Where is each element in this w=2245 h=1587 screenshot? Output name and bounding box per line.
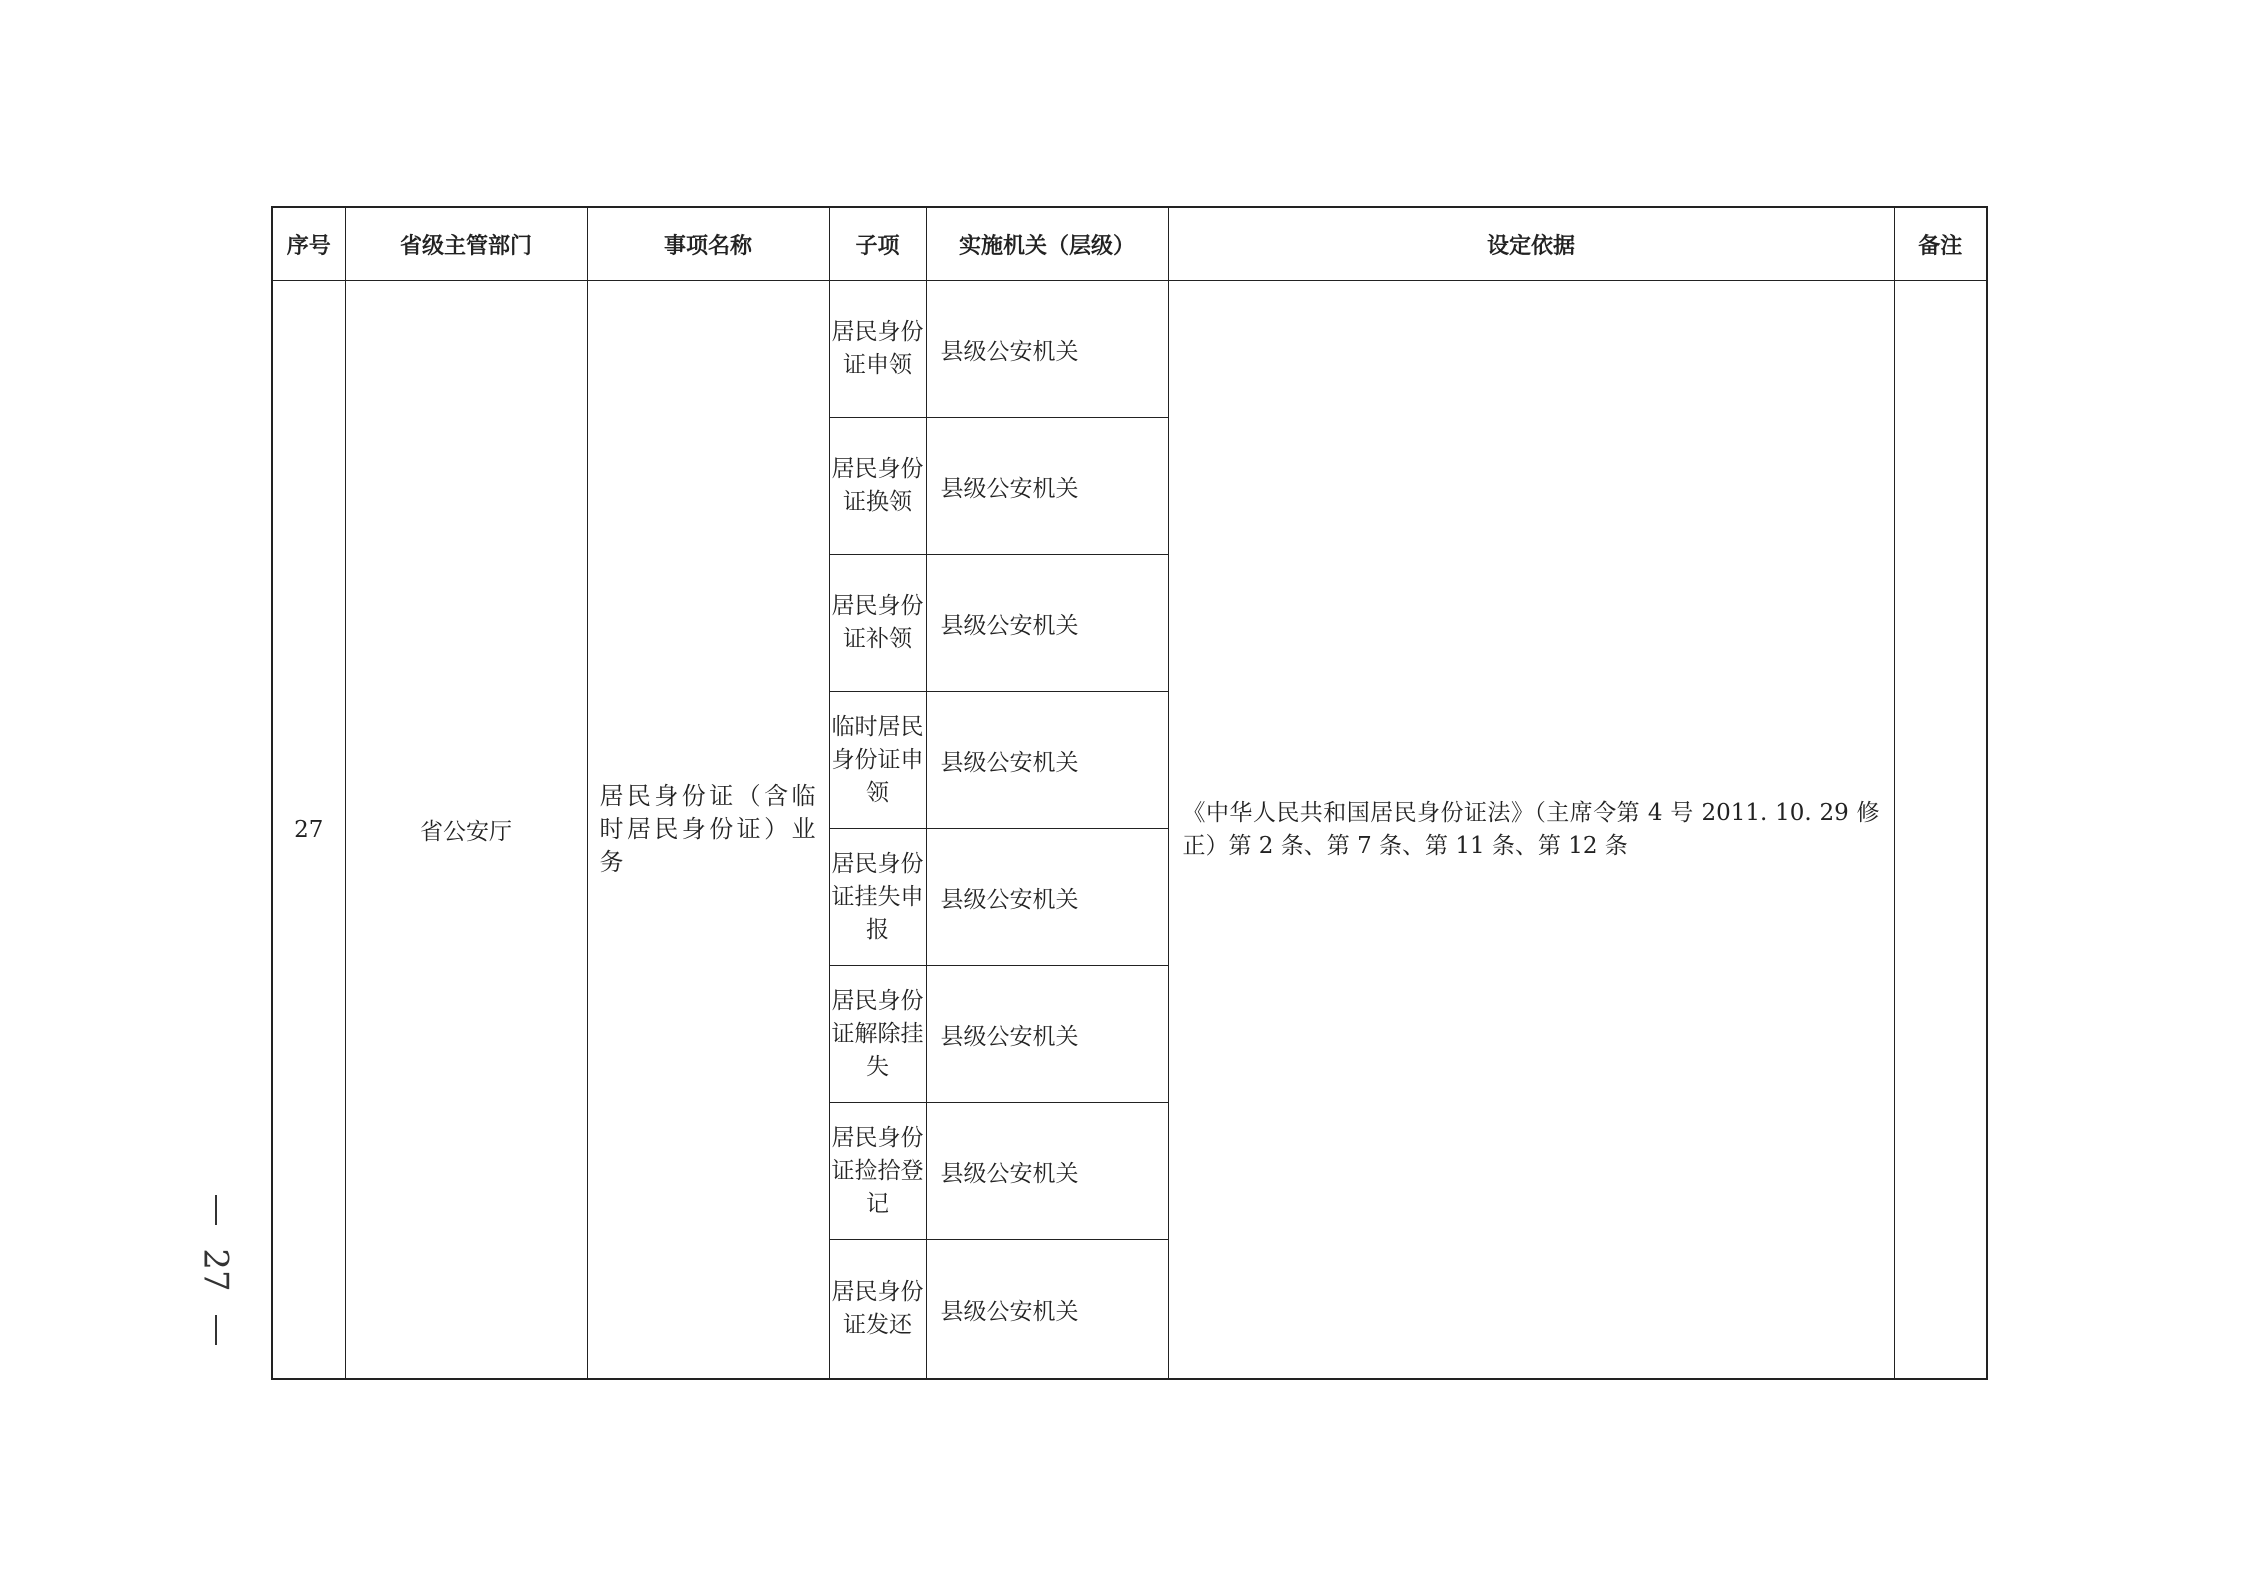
subitem-label: 居民身份证发还	[831, 1279, 924, 1338]
header-no: 序号	[272, 207, 345, 281]
agency-cell: 县级公安机关	[926, 692, 1168, 829]
service-items-table	[271, 206, 1988, 1380]
header-agency: 实施机关（层级）	[926, 207, 1168, 281]
note-cell	[1894, 281, 1987, 1380]
subitem-cell	[829, 418, 926, 555]
subitem-label: 居民身份证挂失申报	[831, 850, 924, 943]
agency-cell: 县级公安机关	[926, 281, 1168, 418]
page-number-text: 27	[196, 1248, 237, 1292]
header-basis: 设定依据	[1168, 207, 1894, 281]
header-row	[272, 207, 1987, 281]
subitem-cell	[829, 555, 926, 692]
page-number-dash-top	[215, 1195, 217, 1225]
agency-cell: 县级公安机关	[926, 1240, 1168, 1380]
agency-cell: 县级公安机关	[926, 555, 1168, 692]
legal-basis-cell: 《中华人民共和国居民身份证法》（主席令第 4 号 2011. 10. 29 修正）第 2 条、第 7 条、第 11 条、第 12 条	[1168, 281, 1894, 1380]
page-number-dash-bottom	[215, 1315, 217, 1345]
subitem-cell	[829, 1103, 926, 1240]
subitem-label: 居民身份证补领	[831, 593, 924, 652]
agency-cell: 县级公安机关	[926, 1103, 1168, 1240]
header-note: 备注	[1894, 207, 1987, 281]
header-name: 事项名称	[587, 207, 829, 281]
header-sub: 子项	[829, 207, 926, 281]
subitem-label: 居民身份证申领	[831, 319, 924, 378]
subitem-cell	[829, 1240, 926, 1380]
table-row	[272, 281, 1987, 418]
subitem-cell	[829, 692, 926, 829]
agency-cell: 县级公安机关	[926, 966, 1168, 1103]
item-name-cell: 居民身份证（含临时居民身份证）业务	[587, 281, 829, 1380]
header-dept: 省级主管部门	[345, 207, 587, 281]
agency-cell: 县级公安机关	[926, 829, 1168, 966]
page-number	[196, 1195, 236, 1345]
subitem-cell	[829, 281, 926, 418]
subitem-cell	[829, 829, 926, 966]
department-cell: 省公安厅	[345, 281, 587, 1380]
subitem-label: 临时居民身份证申领	[831, 713, 924, 806]
subitem-label: 居民身份证解除挂失	[831, 987, 924, 1080]
subitem-label: 居民身份证捡拾登记	[831, 1124, 924, 1217]
subitem-cell	[829, 966, 926, 1103]
row-number: 27	[272, 281, 345, 1380]
agency-cell: 县级公安机关	[926, 418, 1168, 555]
subitem-label: 居民身份证换领	[831, 456, 924, 515]
